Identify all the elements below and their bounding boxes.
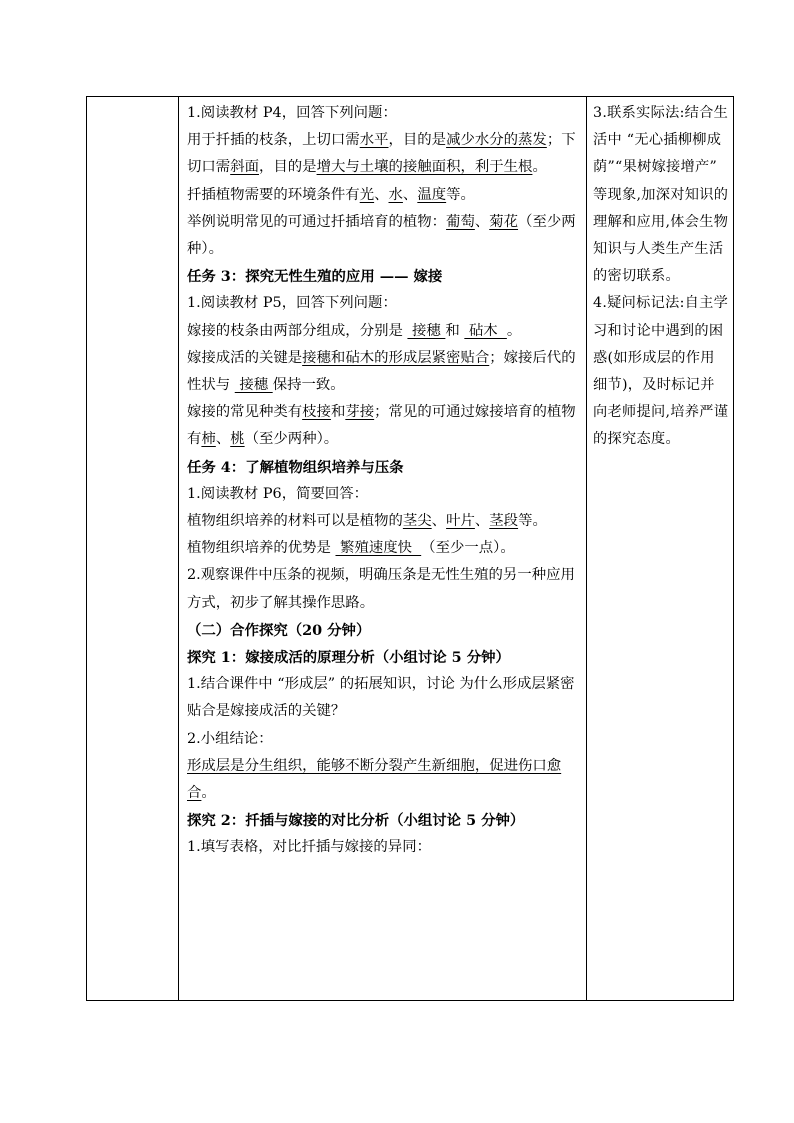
cutting-plants-text: 举例说明常见的可通过扦插培育的植物：葡萄、菊花（至少两种）。: [187, 213, 576, 258]
method-notes-cell: [587, 97, 734, 1001]
method-note-4: 4.疑问标记法:自主学习和讨论中遇到的困惑(如形成层的作用细节)，及时标记并向老师提问,培养严谨的探究态度。: [593, 295, 729, 448]
grafting-key-text: 嫁接成活的关键是接穗和砧木的形成层紧密贴合；嫁接后代的性状与 接穗 保持一致。: [187, 349, 576, 394]
explore1-heading: 探究 1：嫁接成活的原理分析（小组讨论 5 分钟）: [187, 649, 510, 667]
lesson-plan-table: [86, 96, 734, 1001]
tissue-culture-materials-text: 植物组织培养的材料可以是植物的茎尖、叶片、茎段等。: [187, 513, 547, 530]
grafting-parts-text: 嫁接的枝条由两部分组成，分别是 接穗 和 砧木 。: [187, 322, 522, 339]
layering-video-text: 2.观察课件中压条的视频，明确压条是无性生殖的另一种应用方式，初步了解其操作思路。: [187, 567, 575, 611]
table-row: [87, 97, 734, 1001]
tissue-culture-advantage-text: 植物组织培养的优势是 繁殖速度快 （至少一点）。: [187, 540, 515, 557]
main-content-cell: [179, 97, 587, 1001]
task3-heading: 任务 3：探究无性生殖的应用 —— 嫁接: [187, 268, 443, 286]
group-conclusion-label: 2.小组结论：: [187, 730, 273, 747]
fill-table-instruction: 1.填写表格，对比扦插与嫁接的异同：: [187, 839, 431, 856]
explore2-heading: 探究 2：扦插与嫁接的对比分析（小组讨论 5 分钟）: [187, 812, 525, 830]
method-note-3: 3.联系实际法:结合生活中 “无心插柳柳成荫”“果树嫁接增产” 等现象,加深对知识的理解和应用,体会生物知识与人类生产生活的密切联系。: [593, 105, 729, 285]
group-conclusion-text: 形成层是分生组织，能够不断分裂产生新细胞，促进伤口愈合。: [187, 757, 562, 802]
reading-instruction-p4: 1.阅读教材 P4，回答下列问题：: [187, 105, 397, 121]
cutting-incision-text: 用于扦插的枝条，上切口需水平，目的是减少水分的蒸发；下切口需斜面，目的是增大与土壤的接触面积，利于生根。: [187, 132, 576, 176]
reading-instruction-p5: 1.阅读教材 P5，回答下列问题：: [187, 295, 397, 312]
cambium-discussion-text: 1.结合课件中 “形成层” 的拓展知识，讨论 为什么形成层紧密贴合是嫁接成活的关键？: [187, 676, 575, 720]
cutting-conditions-text: 扦插植物需要的环境条件有光、水、温度等。: [187, 186, 475, 203]
cooperative-inquiry-heading: （二）合作探究（20 分钟）: [187, 621, 371, 639]
grafting-types-text: 嫁接的常见种类有枝接和芽接；常见的可通过嫁接培育的植物有柿、桃（至少两种）。: [187, 404, 576, 448]
left-empty-cell: [87, 97, 179, 1001]
reading-instruction-p6: 1.阅读教材 P6，简要回答：: [187, 485, 369, 502]
task4-heading: 任务 4：了解植物组织培养与压条: [187, 458, 404, 476]
